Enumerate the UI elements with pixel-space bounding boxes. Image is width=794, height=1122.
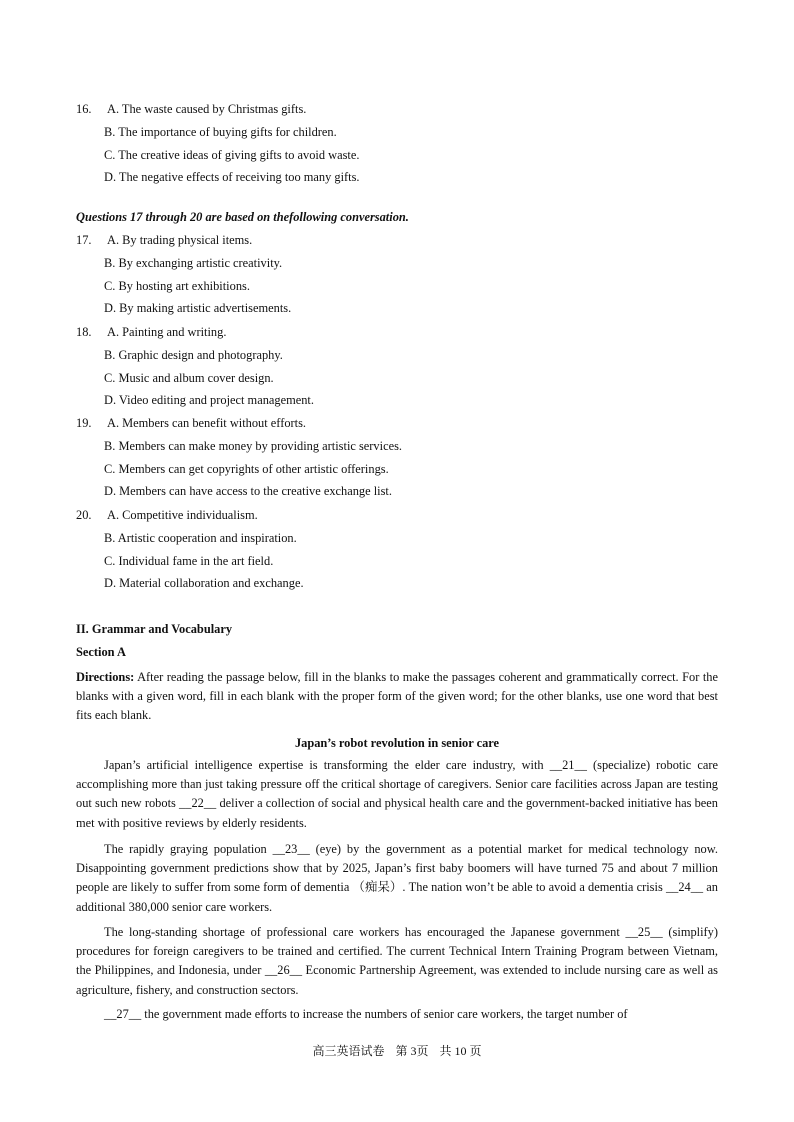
question-16 — [76, 98, 360, 189]
passage-title: Japan’s robot revolution in senior care — [294, 736, 500, 750]
passage-paragraph-4: __27__ the government made efforts to increase the numbers of senior care workers, the target number of — [104, 1007, 628, 1021]
option-c: C. Individual fame in the art field. — [104, 553, 274, 568]
option-b: B. Graphic design and photography. — [104, 347, 283, 362]
footer-total: 共 10 页 — [439, 1044, 482, 1058]
option-a: A. The waste caused by Christmas gifts. — [107, 102, 307, 116]
page-footer — [0, 1042, 794, 1059]
option-a: A. Members can benefit without efforts. — [107, 416, 307, 430]
question-18 — [76, 321, 314, 412]
directions-label: Directions: — [76, 670, 135, 684]
question-20 — [76, 504, 304, 595]
question-number: 19. — [76, 416, 92, 430]
section-heading: II. Grammar and Vocabulary — [76, 622, 233, 636]
passage-paragraph-1: Japan’s artificial intelligence expertise is transforming the elder care industry, with __21__ (specialize) robotic care accomplishing more than just taking pressure off the critical shortage of caregivers. Senior care facilities across Japan are testing out such new robots __22__ deliver a collection of social and physical health care and the government-backed initiative has been met with positive reviews by elderly residents. — [76, 758, 718, 830]
option-b: B. Members can make money by providing artistic services. — [104, 438, 402, 453]
option-a: A. Painting and writing. — [107, 325, 227, 339]
option-a: A. By trading physical items. — [107, 233, 253, 247]
directions — [76, 668, 718, 726]
passage-paragraph-3: The long-standing shortage of professional care workers has encouraged the Japanese government __25__ (simplify) procedures for foreign caregivers to be trained and certified. The current Technical Intern Training Program between Vietnam, the Philippines, and Indonesia, under __26__ Economic Partnership Agreement, was extended to include nursing care as well as agriculture, fishery, and construction sectors. — [76, 925, 718, 997]
option-c: C. By hosting art exhibitions. — [104, 278, 250, 293]
option-d: D. Video editing and project management. — [104, 393, 314, 408]
question-number: 16. — [76, 102, 92, 116]
footer-subject: 高三英语试卷 — [312, 1044, 385, 1058]
group-instruction: Questions 17 through 20 are based on thefollowing conversation. — [76, 210, 409, 224]
option-a: A. Competitive individualism. — [107, 508, 258, 522]
question-number: 17. — [76, 233, 92, 247]
section-subheading: Section A — [76, 645, 126, 659]
question-number: 20. — [76, 508, 92, 522]
option-d: D. By making artistic advertisements. — [104, 301, 292, 316]
question-19 — [76, 412, 402, 503]
option-d: D. The negative effects of receiving too many gifts. — [104, 170, 360, 185]
option-d: D. Members can have access to the creative exchange list. — [104, 484, 392, 499]
passage-paragraph-2: The rapidly graying population __23__ (eye) by the government as a potential market for medical technology now. Disappointing government predictions show that by 2025, Japan’s first baby boomers will have turned 75 and about 7 million people are likely to suffer from some form of dementia （痴呆）. The nation won’t be able to avoid a dementia crisis __24__ an additional 380,000 senior care workers. — [76, 842, 718, 914]
footer-page: 第 3页 — [395, 1044, 429, 1058]
question-number: 18. — [76, 325, 92, 339]
option-b: B. The importance of buying gifts for children. — [104, 124, 337, 139]
option-c: C. Members can get copyrights of other artistic offerings. — [104, 461, 389, 476]
option-c: C. The creative ideas of giving gifts to avoid waste. — [104, 147, 360, 162]
question-17 — [76, 229, 291, 320]
option-d: D. Material collaboration and exchange. — [104, 576, 304, 591]
option-c: C. Music and album cover design. — [104, 370, 274, 385]
option-b: B. By exchanging artistic creativity. — [104, 255, 283, 270]
option-b: B. Artistic cooperation and inspiration. — [104, 530, 297, 545]
directions-text: After reading the passage below, fill in the blanks to make the passages coherent and grammatically correct. For the blanks with a given word, fill in each blank with the proper form of the given word; for the other blanks, use one word that best fits each blank. — [76, 670, 718, 723]
